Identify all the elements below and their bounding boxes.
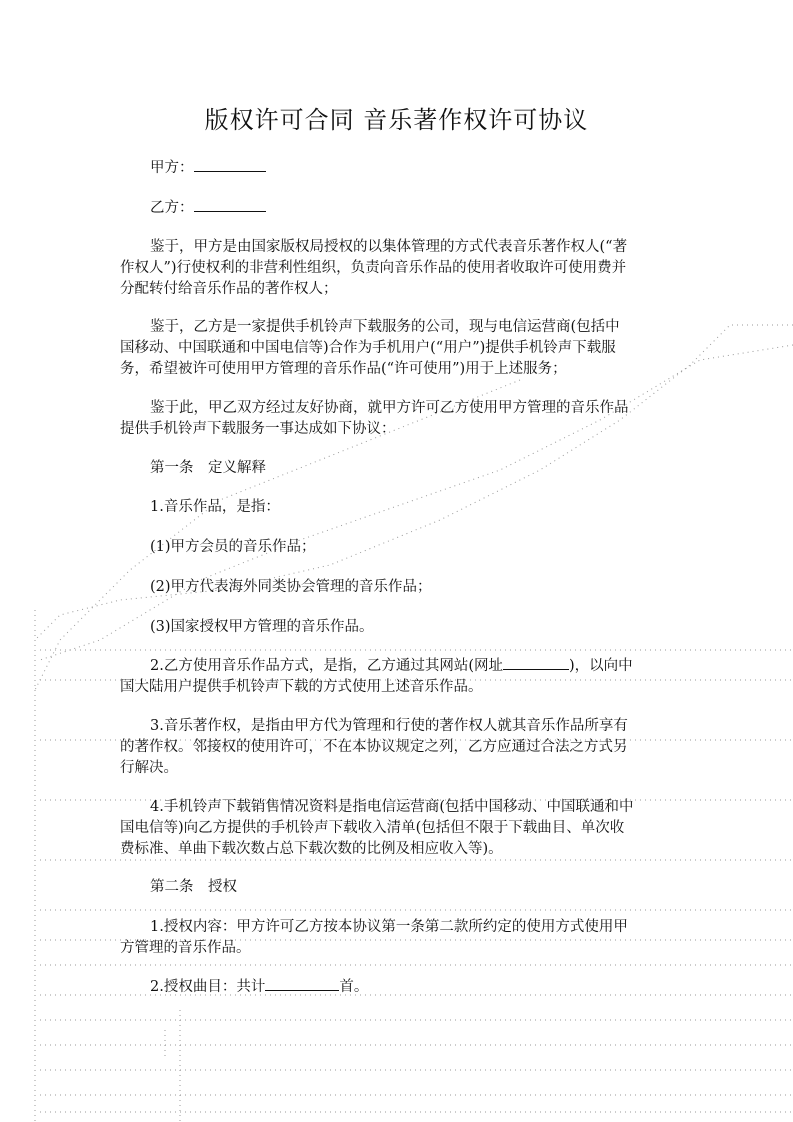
recital1-line3: 分配转付给音乐作品的著作权人；: [120, 281, 338, 297]
article2-heading: 第二条 授权: [150, 879, 237, 895]
grant-2-post: 首。: [339, 979, 369, 995]
song-count-blank: [265, 975, 339, 991]
definition-1b: (2)甲方代表海外同类协会管理的音乐作品；: [150, 579, 432, 595]
recital2-line2: 国移动、中国联通和中国电信等)合作为手机用户(“用户”)提供手机铃声下载服: [120, 340, 616, 356]
party-b-blank: [194, 196, 266, 212]
definition-3-line2: 的著作权。邻接权的使用许可，不在本协议规定之列，乙方应通过合法之方式另: [120, 739, 628, 755]
definition-2-line2: 国大陆用户提供手机铃声下载的方式使用上述音乐作品。: [120, 679, 483, 695]
document-title: 版权许可合同 音乐著作权许可协议: [204, 106, 589, 134]
grant-1-line1: 1.授权内容：甲方许可乙方按本协议第一条第二款所约定的使用方式使用甲: [150, 919, 628, 935]
recital1-line2: 作权人”)行使权利的非营利性组织，负责向音乐作品的使用者收取许可使用费并: [120, 260, 627, 276]
definition-3-line1: 3.音乐著作权，是指由甲方代为管理和行使的著作权人就其音乐作品所享有: [150, 718, 628, 734]
party-a-line: [120, 156, 705, 181]
recital2-line1: 鉴于，乙方是一家提供手机铃声下载服务的公司，现与电信运营商(包括中: [150, 319, 620, 335]
definition-4-line1: 4.手机铃声下载销售情况资料是指电信运营商(包括中国移动、中国联通和中: [150, 799, 634, 815]
definition-1: 1.音乐作品，是指：: [150, 499, 280, 515]
website-blank: [503, 654, 569, 670]
definition-1a: (1)甲方会员的音乐作品；: [150, 539, 316, 555]
definition-4-line2: 国电信等)向乙方提供的手机铃声下载收入清单(包括但不限于下载曲目、单次收: [120, 820, 625, 836]
party-a-blank: [194, 156, 266, 172]
definition-3-line3: 行解决。: [120, 760, 178, 776]
definition-2-post: )，以向中: [569, 658, 633, 674]
recital2-line3: 务，希望被许可使用甲方管理的音乐作品(“许可使用”)用于上述服务；: [120, 361, 567, 377]
recital3-line1: 鉴于此，甲乙双方经过友好协商，就甲方许可乙方使用甲方管理的音乐作品: [150, 400, 629, 416]
party-b-label: 乙方：: [150, 200, 194, 216]
grant-2-pre: 2.授权曲目：共计: [150, 979, 266, 995]
recital1-line1: 鉴于，甲方是由国家版权局授权的以集体管理的方式代表音乐著作权人(“著: [150, 239, 628, 255]
grant-1-line2: 方管理的音乐作品。: [120, 940, 251, 956]
party-a-label: 甲方：: [150, 160, 194, 176]
definition-1c: (3)国家授权甲方管理的音乐作品。: [150, 619, 374, 635]
definition-4-line3: 费标准、单曲下载次数占总下载次数的比例及相应收入等)。: [120, 841, 503, 857]
recital3-line2: 提供手机铃声下载服务一事达成如下协议：: [120, 421, 396, 437]
definition-2-pre: 2.乙方使用音乐作品方式，是指，乙方通过其网站(网址: [150, 658, 503, 674]
article1-heading: 第一条 定义解释: [150, 460, 266, 476]
grant-2-line: [120, 975, 705, 1000]
party-b-line: [120, 196, 705, 221]
